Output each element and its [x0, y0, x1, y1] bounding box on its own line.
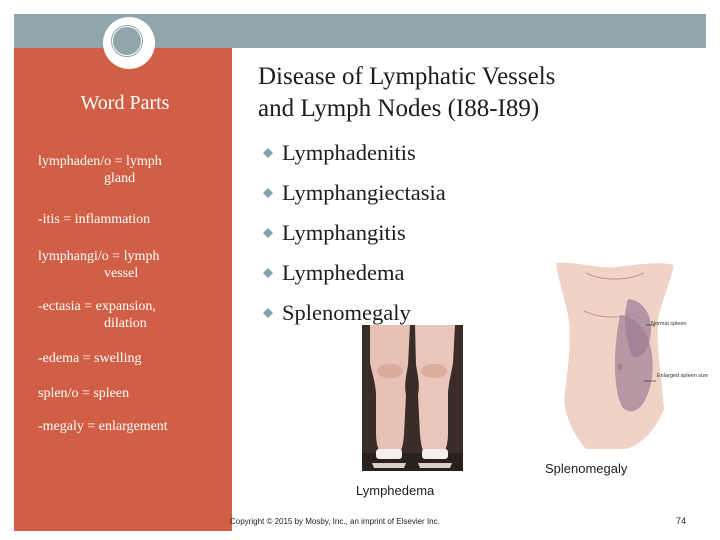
bullet-icon — [263, 308, 273, 318]
word-part-item — [38, 418, 168, 435]
lymphedema-photo — [362, 325, 463, 471]
spleen-label-normal: Normal spleen — [651, 321, 687, 327]
word-part-line: lymphangi/o = lymph — [38, 249, 160, 264]
word-part-line: splen/o = spleen — [38, 386, 130, 401]
word-part-line: -itis = inflammation — [38, 212, 151, 227]
bullet-icon — [263, 228, 273, 238]
disease-list-item — [263, 133, 446, 173]
word-part-line: -edema = swelling — [38, 351, 142, 366]
word-part-item — [38, 248, 159, 282]
word-part-item — [38, 211, 150, 228]
word-part-line: -ectasia = expansion, — [38, 299, 156, 314]
disease-list-item — [263, 213, 446, 253]
slide-title-line: and Lymph Nodes (I88-I89) — [258, 95, 540, 122]
disease-label: Lymphangiectasia — [282, 180, 446, 205]
disease-list-item — [263, 173, 446, 213]
word-part-item — [38, 153, 162, 187]
word-part-item — [38, 350, 142, 367]
word-part-line: lymphaden/o = lymph — [38, 154, 162, 169]
word-part-line: -megaly = enlargement — [38, 419, 168, 434]
bullet-icon — [263, 188, 273, 198]
disease-label: Splenomegaly — [282, 300, 411, 325]
word-part-item — [38, 298, 156, 332]
torso-diagram — [546, 259, 709, 449]
page-number: 74 — [676, 516, 687, 526]
slide-title-line: Disease of Lymphatic Vessels — [258, 63, 556, 90]
bullet-icon — [263, 268, 273, 278]
word-part-line-continued: dilation — [104, 316, 147, 331]
lymphedema-caption: Lymphedema — [356, 483, 435, 498]
word-part-item — [38, 385, 129, 402]
splenomegaly-illustration — [546, 259, 709, 449]
word-part-line-continued: vessel — [104, 266, 139, 281]
bullet-icon — [263, 148, 273, 158]
spleen-label-enlarged: Enlarged spleen size — [657, 373, 709, 379]
lymphedema-legs-illustration — [362, 325, 463, 471]
copyright-footer: Copyright © 2015 by Mosby, Inc., an imprint of Elsevier Inc. — [230, 517, 440, 526]
disease-label: Lymphadenitis — [282, 140, 416, 165]
slide-title — [258, 61, 698, 125]
disease-label: Lymphangitis — [282, 220, 406, 245]
disease-list-item — [263, 253, 446, 293]
disease-label: Lymphedema — [282, 260, 405, 285]
decorative-circle-ring — [112, 26, 142, 56]
word-parts-panel — [14, 48, 232, 531]
splenomegaly-caption: Splenomegaly — [545, 461, 628, 476]
word-part-line-continued: gland — [104, 171, 136, 186]
word-parts-title: Word Parts — [80, 92, 170, 114]
disease-list — [263, 133, 446, 333]
